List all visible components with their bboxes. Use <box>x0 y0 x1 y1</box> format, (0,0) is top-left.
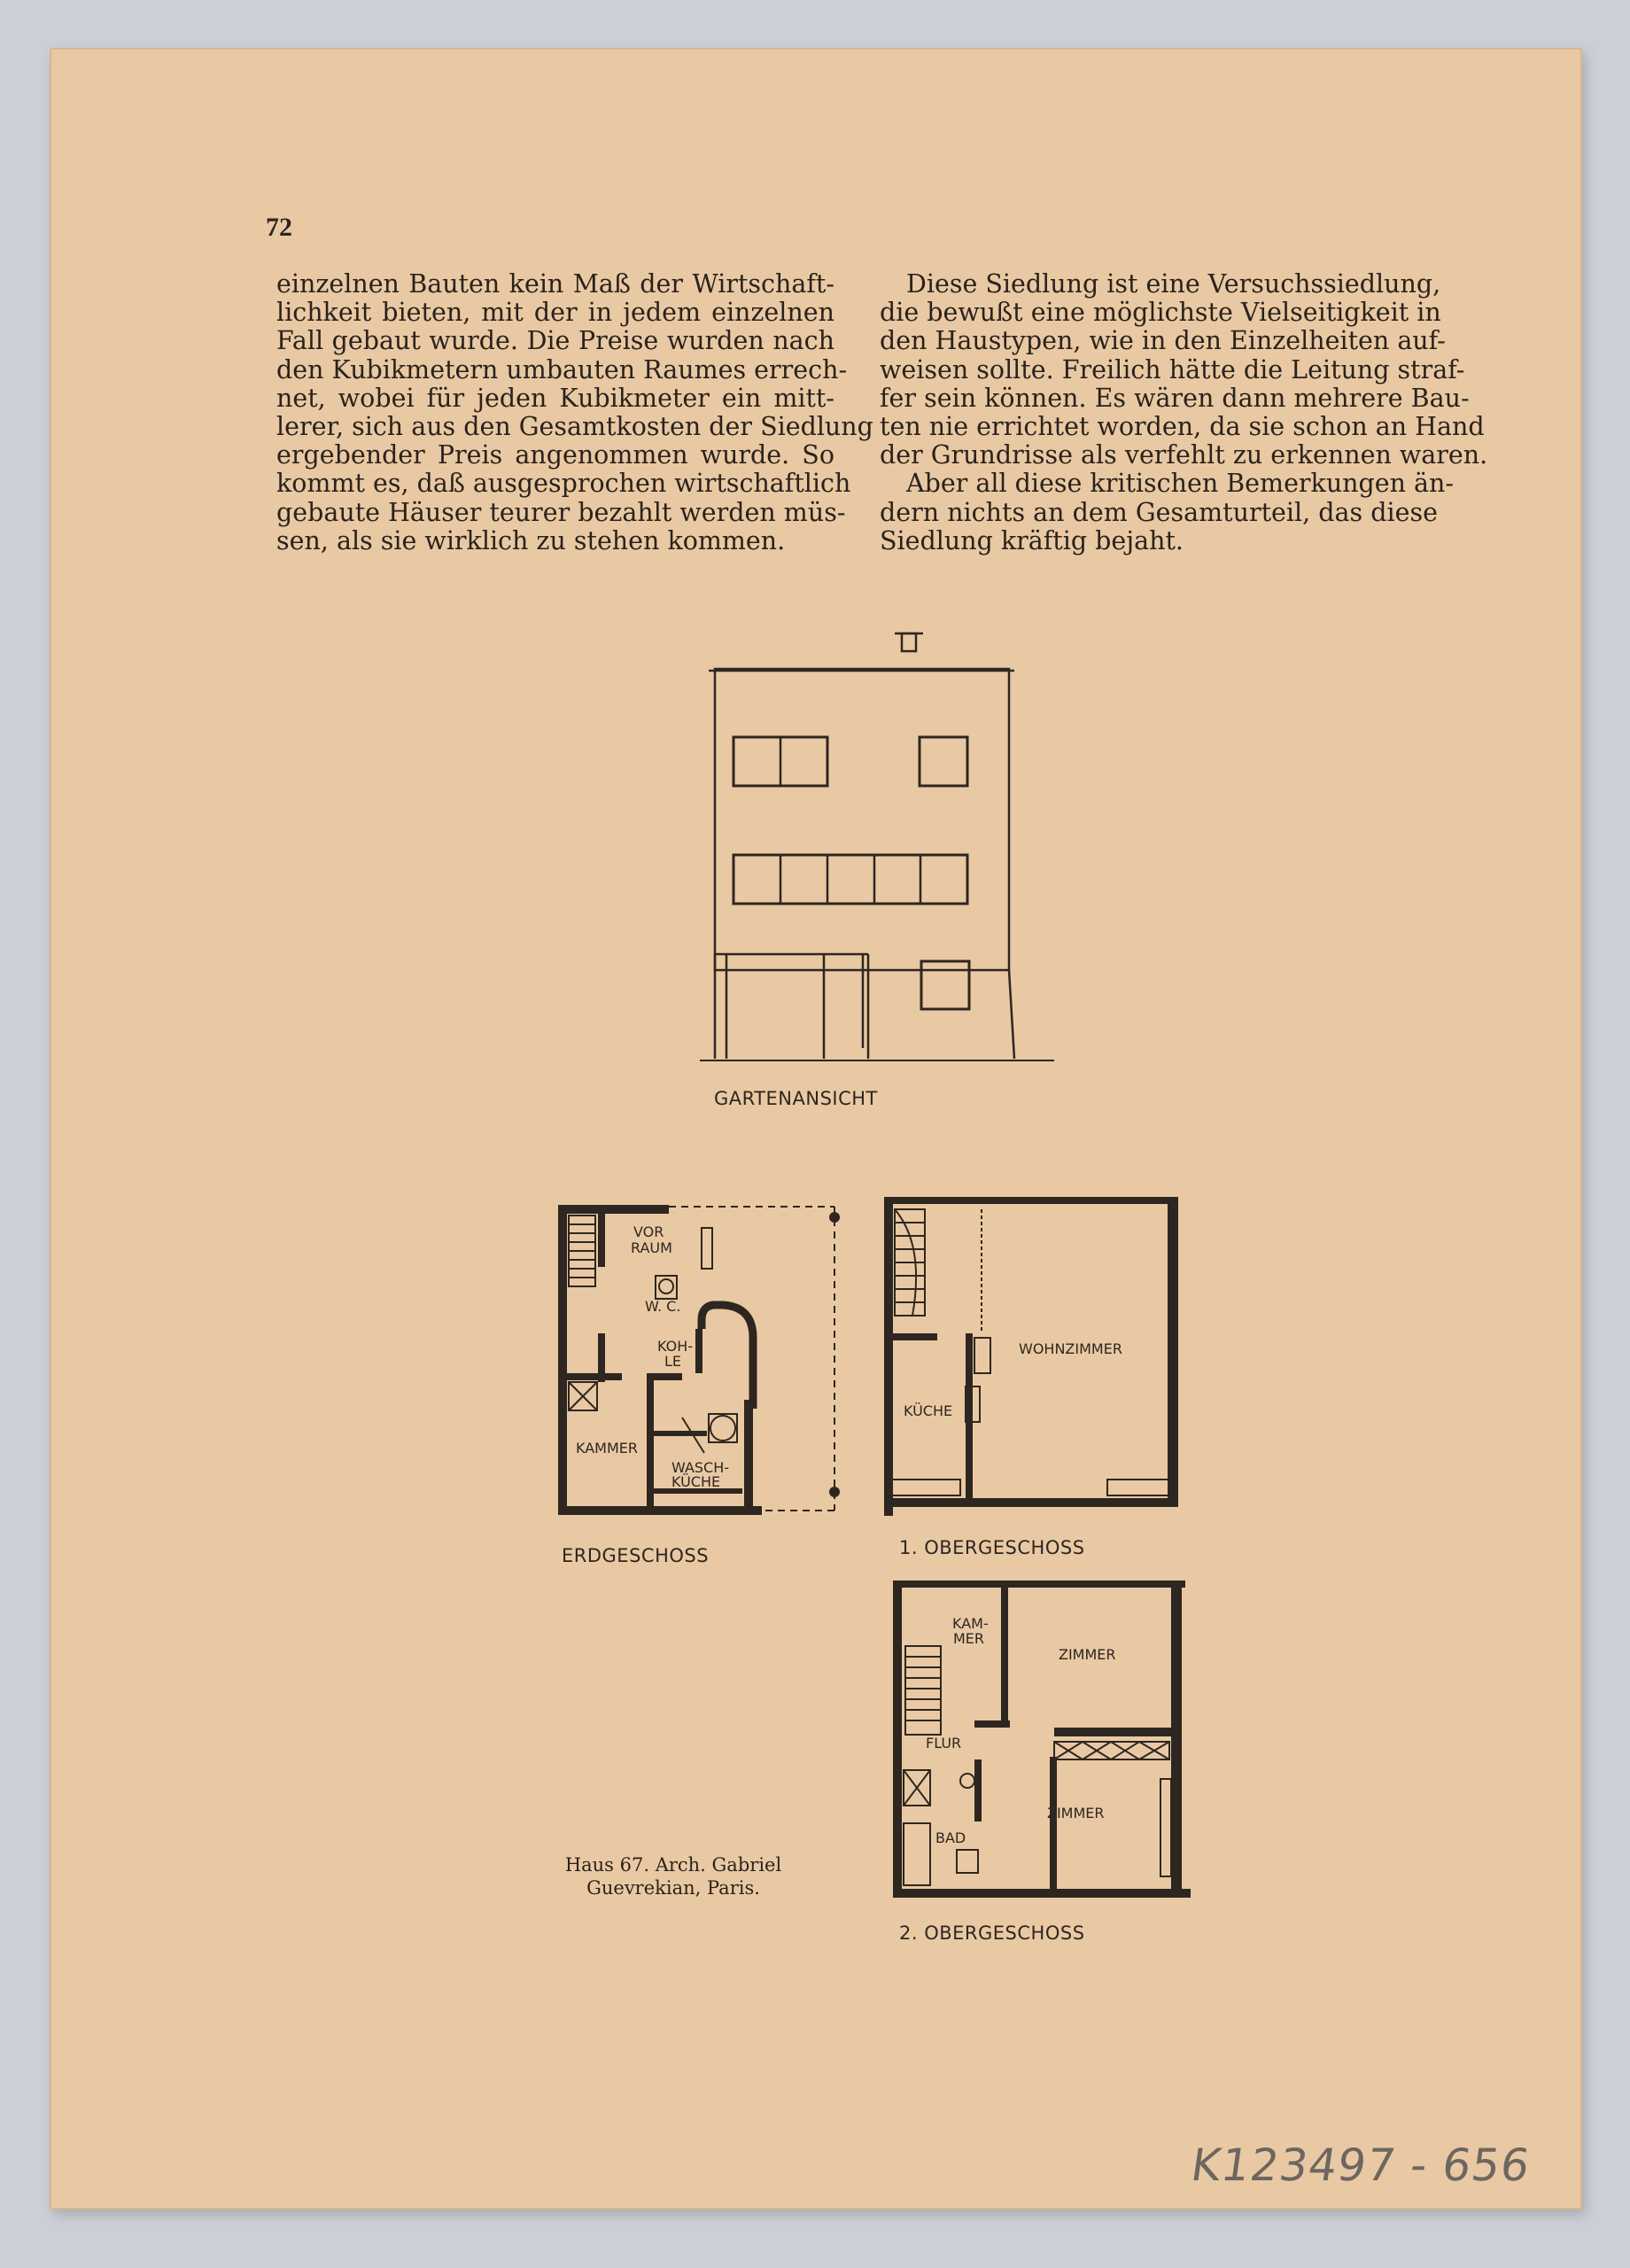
room-label: WOHNZIMMER <box>1019 1340 1122 1357</box>
left-text-column <box>276 269 873 555</box>
right-text-column <box>880 269 1488 555</box>
room-label: LE <box>664 1353 682 1370</box>
text-line: Diese Siedlung ist eine Versuchssiedlung, <box>906 269 1441 299</box>
text-line: ergebender Preis angenommen wurde. So <box>276 440 834 470</box>
text-line: Fall gebaut wurde. Die Preise wurden nach <box>276 326 834 356</box>
figure-credit <box>496 1853 850 1899</box>
text-line: den Haustypen, wie in den Einzelheiten auf- <box>880 326 1446 356</box>
room-label: WASCH- <box>671 1459 730 1476</box>
room-label: RAUM <box>631 1239 672 1256</box>
text-line: Siedlung kräftig bejaht. <box>880 525 1184 555</box>
credit-line: Guevrekian, Paris. <box>586 1877 760 1899</box>
credit-line: Haus 67. Arch. Gabriel <box>564 1854 782 1876</box>
garden-elevation-drawing <box>700 625 1072 1068</box>
room-label: MER <box>953 1630 985 1647</box>
room-label: W. C. <box>645 1298 681 1315</box>
text-line: gebaute Häuser teurer bezahlt werden müs- <box>276 497 846 527</box>
text-line: Aber all diese kritischen Bemerkungen än- <box>906 469 1455 499</box>
text-line: ten nie errichtet worden, da sie schon an Hand <box>880 412 1485 442</box>
text-line: dern nichts an dem Gesamturteil, das diese <box>880 497 1438 527</box>
text-line: lichkeit bieten, mit der in jedem einzelnen <box>276 298 834 328</box>
room-label: BAD <box>935 1829 966 1846</box>
room-label: ZIMMER <box>1047 1805 1105 1821</box>
inventory-number: K123497 - 656 <box>1187 2140 1533 2191</box>
text-line: der Grundrisse als verfehlt zu erkennen waren. <box>880 440 1488 470</box>
first-floor-plan <box>877 1192 1187 1546</box>
room-label: KAM- <box>952 1615 989 1632</box>
room-label: KÜCHE <box>671 1473 721 1490</box>
ground-floor-plan <box>549 1196 859 1524</box>
room-label: KÜCHE <box>904 1402 953 1419</box>
text-line: kommt es, daß ausgesprochen wirtschaftlich <box>276 469 851 499</box>
page-number: 72 <box>266 213 292 242</box>
second-floor-caption: 2. OBERGESCHOSS <box>899 1922 1085 1944</box>
text-line: sen, als sie wirklich zu stehen kommen. <box>276 525 786 555</box>
facade-outline <box>715 669 1009 970</box>
ground-floor-caption: ERDGESCHOSS <box>562 1545 710 1566</box>
first-floor-caption: 1. OBERGESCHOSS <box>899 1537 1085 1558</box>
text-line: den Kubikmetern umbauten Raumes errech- <box>276 354 848 384</box>
text-line: net, wobei für jeden Kubikmeter ein mitt- <box>276 383 834 413</box>
text-line: weisen sollte. Freilich hätte die Leitung straf- <box>880 354 1465 384</box>
text-line: lerer, sich aus den Gesamtkosten der Siedlung <box>276 412 873 442</box>
text-line: fer sein können. Es wären dann mehrere Bau- <box>880 383 1470 413</box>
text-line: einzelnen Bauten kein Maß der Wirtschaft- <box>276 269 834 299</box>
text-line: die bewußt eine möglichste Vielseitigkeit in <box>880 298 1441 328</box>
elevation-caption: GARTENANSICHT <box>714 1088 878 1109</box>
second-floor-plan <box>886 1575 1196 1903</box>
room-label: VOR <box>633 1223 664 1240</box>
room-label: KAMMER <box>576 1440 638 1456</box>
room-label: KOH- <box>657 1338 694 1355</box>
chimney <box>902 633 916 651</box>
room-label: ZIMMER <box>1059 1646 1116 1663</box>
room-label: FLUR <box>926 1735 962 1751</box>
